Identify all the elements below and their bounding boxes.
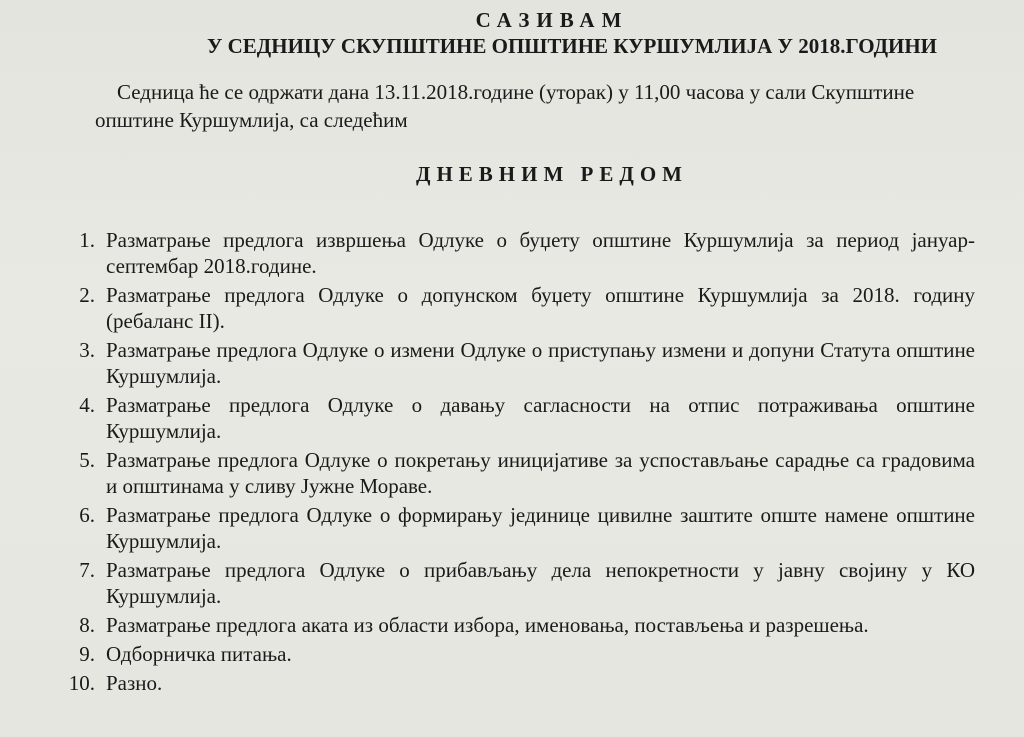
intro-paragraph: Седница ће се одржати дана 13.11.2018.године (уторак) у 11,00 часова у сали Скупштине општине Куршумлија, са следећим (95, 80, 915, 132)
agenda-item (55, 557, 975, 609)
document-title: САЗИВАМ (475, 8, 629, 32)
agenda-item-number: 10. (68, 671, 95, 695)
agenda-item-text: Разматрање предлога Одлуке о прибављању дела непокретности у јавну својину у КО Куршумлија. (106, 558, 975, 608)
agenda-item-number: 2. (79, 283, 95, 307)
agenda-item (55, 392, 975, 444)
agenda-item-text: Разматрање предлога Одлуке о измени Одлуке о приступању измени и допуни Статута општине Куршумлија. (106, 338, 975, 388)
agenda-item-text: Разматрање предлога Одлуке о допунском буџету општине Куршумлија за 2018. годину (ребаланс II). (106, 283, 975, 333)
document-subtitle: У СЕДНИЦУ СКУПШТИНЕ ОПШТИНЕ КУРШУМЛИЈА У 2018.ГОДИНИ (206, 34, 938, 58)
agenda-item (55, 612, 975, 638)
agenda-item (55, 227, 975, 279)
agenda-item-number: 6. (79, 503, 95, 527)
agenda-item (55, 670, 975, 696)
agenda-item-number: 3. (79, 338, 95, 362)
agenda-item-text: Одборничка питања. (106, 642, 292, 666)
agenda-heading: ДНЕВНИМ РЕДОМ (416, 162, 688, 186)
agenda-item-text: Разно. (106, 671, 163, 695)
agenda-item-number: 4. (79, 393, 95, 417)
agenda-item-number: 7. (79, 558, 95, 582)
agenda-list (55, 227, 975, 699)
agenda-item-number: 1. (79, 228, 95, 252)
agenda-item-text: Разматрање предлога Одлуке о формирању јединице цивилне заштите опште намене општине Куршумлија. (106, 503, 975, 553)
agenda-item (55, 502, 975, 554)
agenda-item-number: 9. (79, 642, 95, 666)
agenda-item-number: 8. (79, 613, 95, 637)
agenda-item (55, 337, 975, 389)
agenda-item (55, 282, 975, 334)
agenda-item-text: Разматрање предлога аката из области избора, именовања, постављења и разрешења. (106, 613, 869, 637)
agenda-item (55, 447, 975, 499)
agenda-item-text: Разматрање предлога Одлуке о давању сагласности на отпис потраживања општине Куршумлија. (106, 393, 975, 443)
agenda-item-text: Разматрање предлога Одлуке о покретању иницијативе за успостављање сарадње са градовима и општинама у сливу Јужне Мораве. (106, 448, 975, 498)
agenda-item-number: 5. (79, 448, 95, 472)
agenda-item-text: Разматрање предлога извршења Одлуке о буџету општине Куршумлија за период јануар-септембар 2018.године. (106, 228, 975, 278)
agenda-item (55, 641, 975, 667)
